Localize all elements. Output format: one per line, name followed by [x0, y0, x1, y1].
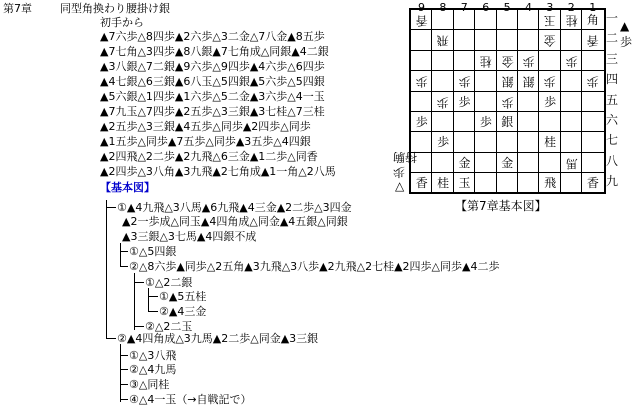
board-square [432, 71, 453, 91]
tree-line [134, 282, 144, 283]
tree-line [120, 266, 128, 267]
board-square [411, 92, 432, 112]
board-piece: 銀 [522, 74, 535, 89]
board-piece: 歩 [586, 74, 599, 89]
gote-hand-label: 持駒 [393, 150, 418, 164]
board-square [561, 71, 582, 91]
variation-line: ②△4九馬 [129, 363, 177, 376]
board-caption: 【第7章基本図】 [455, 199, 547, 213]
rank-number: 四 [606, 72, 619, 87]
board-square [539, 51, 560, 71]
board-square [582, 112, 603, 132]
file-number: 7 [460, 1, 468, 14]
board-square [518, 10, 539, 30]
board-piece: 桂 [544, 135, 557, 150]
board-square [454, 51, 475, 71]
tree-line [120, 384, 128, 385]
board-square [475, 10, 496, 30]
board-square [539, 112, 560, 132]
shogi-board [409, 8, 606, 194]
variation-line: ②▲4三金 [159, 305, 207, 318]
board-square [539, 153, 560, 173]
move-line: ▲7九玉△7四歩▲2五歩△3三銀▲3七桂△7三桂 [100, 105, 325, 118]
tree-line [120, 243, 121, 267]
board-piece: 玉 [458, 176, 471, 191]
variation-line: ▲3三銀△3七馬▲4四銀不成 [122, 230, 257, 243]
move-line: ▲3八銀△7二銀▲9六歩△9四歩▲4六歩△6四歩 [100, 60, 325, 73]
rank-number: 八 [606, 153, 619, 168]
tree-line [120, 251, 128, 252]
board-square [411, 30, 432, 50]
board-square [497, 10, 518, 30]
board-square [475, 153, 496, 173]
board-square [454, 10, 475, 30]
sente-hand: 歩 [620, 35, 633, 49]
file-number: 3 [546, 1, 554, 14]
variation-line: ②△2二玉 [145, 320, 193, 333]
board-piece: 歩 [544, 94, 557, 109]
board-piece: 飛 [437, 33, 450, 48]
board-square [475, 92, 496, 112]
board-piece: 歩 [458, 74, 471, 89]
file-number: 2 [567, 1, 575, 14]
tree-line [106, 338, 116, 339]
board-piece: 香 [586, 33, 599, 48]
board-square [454, 132, 475, 152]
move-line: ▲2五歩△3三銀▲4五歩△同歩▲2四歩△同歩 [100, 120, 311, 133]
board-piece: 金 [501, 54, 514, 69]
board-piece: 香 [415, 176, 428, 191]
file-number: 5 [503, 1, 511, 14]
board-square [497, 173, 518, 193]
tree-line [134, 326, 144, 327]
tree-line [148, 288, 149, 312]
tree-line [106, 207, 116, 208]
board-square [582, 51, 603, 71]
tree-line [148, 296, 158, 297]
board-square [454, 112, 475, 132]
rank-number: 五 [606, 92, 619, 107]
board-square [582, 132, 603, 152]
board-piece: 歩 [565, 54, 578, 69]
move-line: ▲7六歩△8四歩▲2六歩△3二金△7八金▲8五歩 [100, 30, 325, 43]
rank-number: 一 [606, 11, 619, 25]
tree-line [120, 369, 128, 370]
board-square [475, 71, 496, 91]
board-square [497, 30, 518, 50]
board-square [582, 153, 603, 173]
variation-line: ④△4一玉（→自戦記で） [129, 393, 252, 406]
board-piece: 玉 [544, 13, 557, 28]
board-square [561, 112, 582, 132]
file-number: 9 [418, 1, 425, 14]
board-square [518, 132, 539, 152]
board-square [518, 112, 539, 132]
file-number: 8 [439, 1, 447, 14]
board-piece: 歩 [415, 115, 428, 129]
variation-line: ①△2二銀 [145, 276, 193, 289]
tree-line [120, 344, 121, 402]
board-piece: 歩 [522, 54, 535, 69]
board-square [454, 30, 475, 50]
board-piece: 香 [586, 176, 599, 191]
variation-line: ①△3八飛 [129, 349, 177, 362]
board-square [561, 173, 582, 193]
gote-mark: △ [395, 179, 405, 193]
board-piece: 香 [415, 13, 428, 28]
board-piece: 歩 [544, 74, 557, 89]
board-square [582, 92, 603, 112]
move-line: ▲2四飛△2二歩▲2九飛△6三金▲1二歩△同香 [100, 150, 318, 163]
variation-line: ②▲4四角成△3九馬▲2二歩△同金▲3三銀 [117, 332, 319, 345]
rank-number: 三 [606, 51, 619, 66]
board-square [475, 132, 496, 152]
move-line: ▲5六銀△1四歩▲1六歩△5二金▲3六歩△4一玉 [100, 90, 325, 103]
board-piece: 歩 [479, 115, 492, 129]
file-number: 1 [589, 1, 597, 14]
rank-number: 二 [606, 31, 619, 46]
board-piece: 馬 [565, 156, 578, 171]
board-piece: 桂 [565, 13, 578, 28]
board-square [475, 30, 496, 50]
board-piece: 角 [586, 13, 599, 27]
board-piece: 歩 [437, 135, 450, 150]
variation-line: ▲2一歩成△同玉▲4四角成△同金▲4五銀△同銀 [122, 215, 348, 228]
board-piece: 歩 [458, 94, 471, 109]
board-square [561, 30, 582, 50]
move-line: ▲7七角△3四歩▲8八銀▲7七角成△同銀▲4二銀 [100, 45, 329, 58]
board-square [432, 10, 453, 30]
rank-number: 七 [606, 133, 619, 148]
tree-line [120, 399, 128, 400]
start-note: 初手から [100, 16, 144, 29]
board-piece: 金 [458, 155, 471, 170]
variation-line: ①△5四銀 [129, 245, 177, 258]
move-line: ▲1五歩△同歩▲7五歩△同歩▲3五歩△4四銀 [100, 135, 311, 148]
rank-number: 六 [606, 113, 619, 127]
board-square [432, 51, 453, 71]
tree-line [106, 200, 107, 338]
file-number: 6 [482, 1, 490, 14]
tree-line [120, 355, 128, 356]
board-square [411, 51, 432, 71]
board-piece: 銀 [501, 74, 514, 89]
variation-line: ③△同桂 [129, 378, 170, 391]
board-square [518, 153, 539, 173]
variation-line: ①▲5五桂 [159, 290, 207, 303]
chapter-label: 第7章 [3, 2, 32, 15]
board-piece: 歩 [501, 94, 514, 109]
variation-line: ①▲4九飛△3八馬▲6九飛▲4三金▲2二歩△3四金 [117, 201, 352, 214]
board-square [432, 153, 453, 173]
board-square [518, 92, 539, 112]
rank-number: 九 [606, 174, 619, 189]
board-square [432, 112, 453, 132]
board-piece: 飛 [544, 176, 557, 191]
page-title: 同型角換わり腰掛け銀 [60, 2, 170, 15]
board-square [497, 132, 518, 152]
board-piece: 桂 [437, 176, 450, 191]
board-piece: 金 [501, 155, 514, 170]
file-number: 4 [525, 1, 532, 14]
board-square [518, 173, 539, 193]
board-piece: 金 [544, 33, 557, 48]
board-piece: 銀 [501, 115, 514, 129]
tree-line [148, 311, 158, 312]
sente-mark: ▲ [620, 19, 630, 33]
board-piece: 桂 [479, 54, 492, 69]
move-line: ▲2四歩△3八角▲3九飛▲2七角成▲1一角△2八馬 [100, 165, 336, 178]
variation-line: ②△8六歩▲同歩△2五角▲3九飛△3八歩▲2九飛△2七桂▲2四歩△同歩▲4二歩 [129, 260, 500, 273]
board-square [561, 92, 582, 112]
gote-hand: 歩 [393, 165, 406, 179]
board-piece: 歩 [437, 94, 450, 109]
board-square [561, 132, 582, 152]
board-square [475, 173, 496, 193]
board-piece: 歩 [415, 74, 428, 89]
move-line: ▲4七銀△6三銀▲6八玉△5四銀▲5六歩△5四銀 [100, 75, 325, 88]
diagram-label: 【基本図】 [100, 181, 155, 194]
board-square [518, 30, 539, 50]
